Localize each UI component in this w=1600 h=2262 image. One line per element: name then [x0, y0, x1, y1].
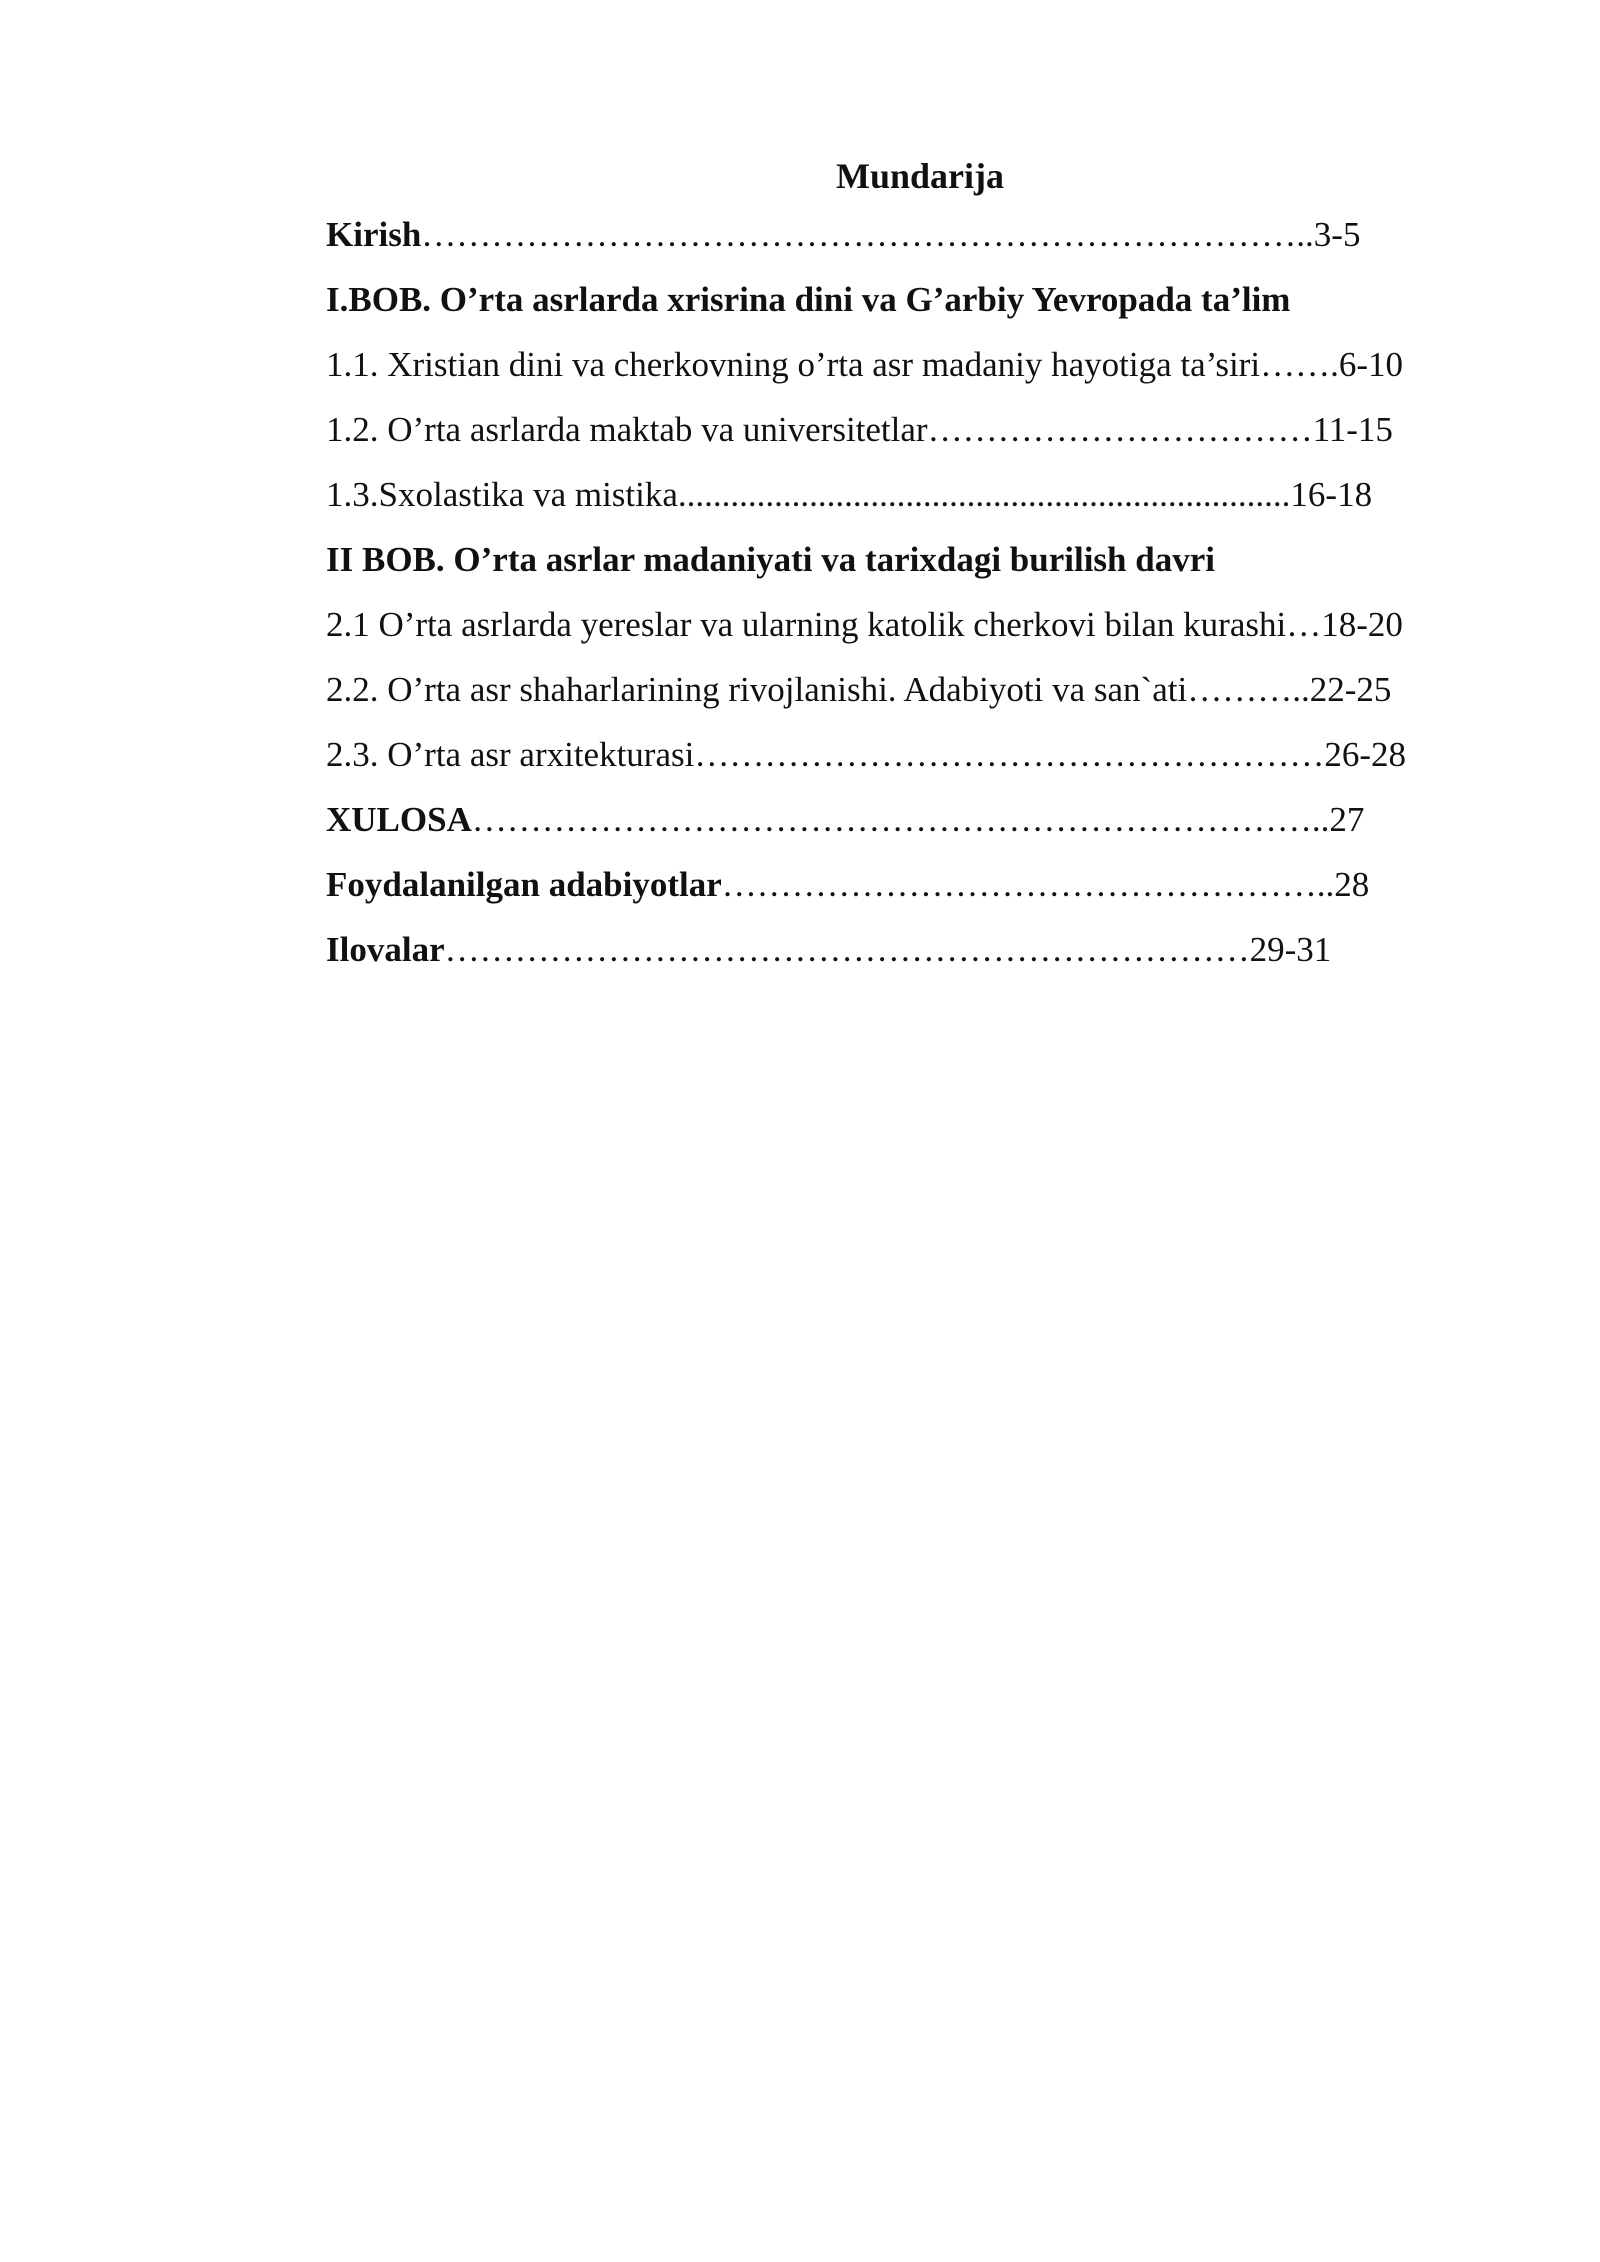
toc-entry-leader: ……………………………………………………………: [444, 930, 1250, 969]
toc-entry-leader: ......................................................................: [677, 475, 1291, 514]
toc-title: Mundarija: [835, 156, 1004, 196]
toc-entry-label: 1.1. Xristian dini va cherkovning o’rta asr madaniy hayotiga ta’siri: [326, 345, 1261, 384]
toc-chapter-2-heading: [326, 527, 1502, 592]
toc-entry-adabiyotlar: [326, 852, 1502, 917]
toc-entry-label: Ilovalar: [326, 930, 445, 969]
toc-entry-ilovalar: [326, 917, 1502, 982]
toc-entry-pages: 22-25: [1309, 670, 1392, 709]
toc-entry-pages: 3-5: [1313, 215, 1361, 254]
toc-entry-kirish: [326, 202, 1502, 267]
toc-entry-label: 1.3.Sxolastika va mistika: [326, 475, 678, 514]
toc-entry-1-3: [326, 462, 1502, 527]
toc-entry-leader: …: [1286, 605, 1322, 644]
toc-entry-pages: 18-20: [1321, 605, 1403, 644]
toc-entry-leader: ……………………………: [927, 410, 1313, 449]
toc-entry-leader: ………………………………………………………………..: [471, 800, 1330, 839]
toc-chapter-1-heading: [326, 267, 1502, 332]
toc-entry-label: I.BOB. O’rta asrlarda xrisrina dini va G’arbiy Yevropada ta’lim: [326, 280, 1291, 319]
toc-entry-xulosa: [326, 787, 1502, 852]
toc-entry-label: XULOSA: [326, 800, 472, 839]
toc-entry-2-2: [326, 657, 1502, 722]
toc-entry-pages: 29-31: [1249, 930, 1332, 969]
toc-entry-pages: 6-10: [1338, 345, 1403, 384]
toc-entry-label: 2.3. O’rta asr arxitekturasi: [326, 735, 695, 774]
toc-entry-label: Foydalanilgan adabiyotlar: [326, 865, 722, 904]
toc-entry-label: Kirish: [326, 215, 422, 254]
toc-entry-label: 2.1 O’rta asrlarda yereslar va ularning katolik cherkovi bilan kurashi: [326, 605, 1287, 644]
toc-entry-leader: …….: [1260, 345, 1339, 384]
toc-entry-2-3: [326, 722, 1502, 787]
toc-entry-leader: ………..: [1187, 670, 1310, 709]
toc-entry-leader: ……………………………………………..: [721, 865, 1335, 904]
toc-entry-label: 1.2. O’rta asrlarda maktab va universitetlar: [326, 410, 928, 449]
toc-entry-leader: …………………………………………………………………..: [421, 215, 1314, 254]
toc-entry-1-1: [326, 332, 1502, 397]
toc-entry-pages: 26-28: [1324, 735, 1406, 774]
toc-entry-1-2: [326, 397, 1502, 462]
toc-entry-label: II BOB. O’rta asrlar madaniyati va tarixdagi burilish davri: [326, 540, 1215, 579]
toc-entry-pages: 27: [1329, 800, 1365, 839]
toc-entry-2-1: [326, 592, 1502, 657]
toc-entry-pages: 16-18: [1290, 475, 1373, 514]
toc-entry-label: 2.2. O’rta asr shaharlarining rivojlanishi. Adabiyoti va san`ati: [326, 670, 1188, 709]
table-of-contents: [326, 150, 1502, 982]
toc-entry-leader: ………………………………………………: [694, 735, 1325, 774]
toc-entry-pages: 28: [1334, 865, 1370, 904]
toc-entry-pages: 11-15: [1312, 410, 1393, 449]
